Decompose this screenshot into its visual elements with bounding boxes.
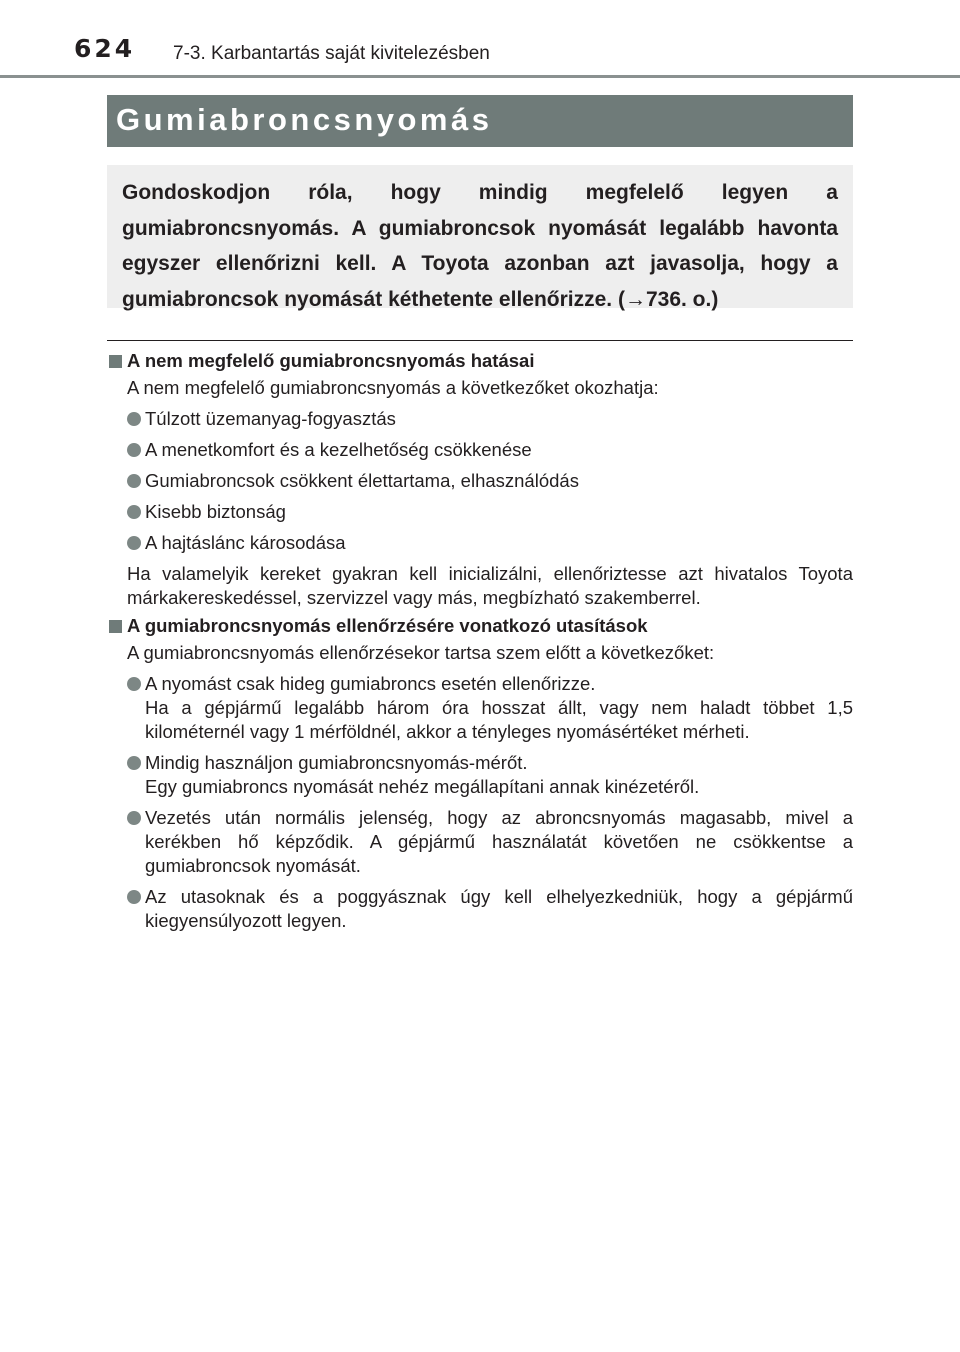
list-item-text: Vezetés után normális jelenség, hogy az abroncsnyomás magasabb, mivel a kerékben hő képződik. A gépjármű használatát követően ne csökkentse a gumiabroncsok nyomását.: [145, 807, 853, 876]
list-item: [107, 438, 853, 462]
list-item-detail: Egy gumiabroncs nyomását nehéz megállapítani annak kinézetéről.: [145, 776, 700, 797]
list-item-text: Kisebb biztonság: [145, 501, 286, 522]
list-item-text: Az utasoknak és a poggyásznak úgy kell elhelyezkedniük, hogy a gépjármű kiegyensúlyozott legyen.: [145, 886, 853, 931]
section-lead: A nem megfelelő gumiabroncsnyomás a következőket okozhatja:: [127, 377, 659, 398]
bullet-dot-icon: [127, 505, 141, 519]
bullet-dot-icon: [127, 474, 141, 488]
list-item-text: Mindig használjon gumiabroncsnyomás-mérőt.: [145, 752, 528, 773]
intro-box: [107, 165, 853, 311]
list-item: [107, 407, 853, 431]
list-item: [107, 672, 853, 744]
page-header: [0, 0, 960, 80]
section-heading-text: A gumiabroncsnyomás ellenőrzésére vonatkozó utasítások: [127, 615, 648, 636]
list-item-detail: Ha a gépjármű legalább három óra hosszat állt, vagy nem haladt többet 1,5 kilométernél vagy 1 mérföldnél, akkor a tényleges nyomásértéket mérheti.: [145, 697, 853, 742]
list-item-text: A menetkomfort és a kezelhetőség csökkenése: [145, 439, 532, 460]
chapter-title: 7-3. Karbantartás saját kivitelezésben: [173, 43, 490, 64]
bullet-dot-icon: [127, 677, 141, 691]
list-item: [107, 500, 853, 524]
page-number: 624: [74, 34, 136, 63]
bullet-dot-icon: [127, 890, 141, 904]
section-heading-instructions: [107, 614, 853, 638]
divider: [107, 340, 853, 341]
bullet-dot-icon: [127, 443, 141, 457]
section-heading-text: A nem megfelelő gumiabroncsnyomás hatásai: [127, 350, 535, 371]
section-title-bar: [107, 95, 853, 147]
page-title: Gumiabroncsnyomás: [116, 102, 493, 137]
section-lead: A gumiabroncsnyomás ellenőrzésekor tartsa szem előtt a következőket:: [127, 642, 715, 663]
list-item: [107, 469, 853, 493]
header-rule: [0, 75, 960, 78]
square-bullet-icon: [109, 355, 122, 368]
content: [107, 346, 853, 933]
list-item-text: A nyomást csak hideg gumiabroncs esetén ellenőrizze.: [145, 673, 596, 694]
list-item: [107, 806, 853, 878]
list-item-text: Gumiabroncsok csökkent élettartama, elhasználódás: [145, 470, 579, 491]
list-item: [107, 885, 853, 933]
bullet-dot-icon: [127, 536, 141, 550]
intro-text: Gondoskodjon róla, hogy mindig megfelelő legyen a gumiabroncsnyomás. A gumiabroncsok nyomását legalább havonta egyszer ellenőrizni kell. A Toyota azonban azt javasolja, hogy a gumiabroncsok nyomását kéthetente ellenőrizze. (→736. o.): [122, 181, 838, 311]
list-item-text: A hajtáslánc károsodása: [145, 532, 346, 553]
bullet-dot-icon: [127, 756, 141, 770]
square-bullet-icon: [109, 620, 122, 633]
list-item-text: Túlzott üzemanyag-fogyasztás: [145, 408, 396, 429]
bullet-dot-icon: [127, 412, 141, 426]
section-note: Ha valamelyik kereket gyakran kell inicializálni, ellenőriztesse azt hivatalos Toyota márkakereskedéssel, szervizzel vagy más, megbízható szakemberrel.: [127, 563, 853, 608]
bullet-dot-icon: [127, 811, 141, 825]
section-heading-effects: [107, 349, 853, 373]
list-item: [107, 531, 853, 555]
list-item: [107, 751, 853, 799]
